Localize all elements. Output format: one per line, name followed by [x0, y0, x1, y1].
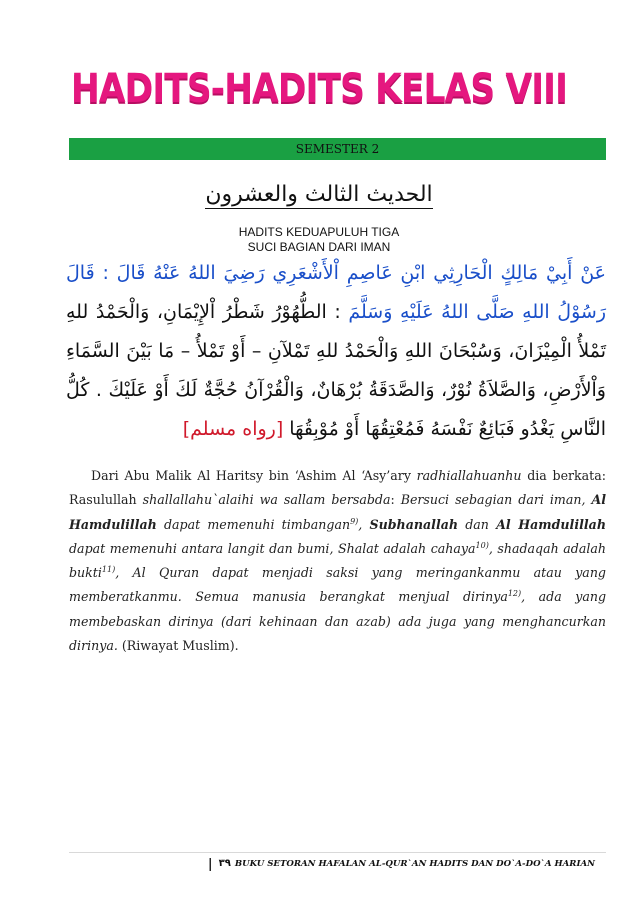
- translation-part: , Al Quran dapat menjadi saksi yang meringankanmu atau yang memberatkanmu. Semua manusia berangkat menjual dirinya: [69, 565, 606, 605]
- banner-title: HADITS-HADITS KELAS VIII: [70, 66, 568, 112]
- translation-part: dan: [458, 516, 497, 532]
- translation-part: dapat memenuhi timbangan: [156, 516, 351, 532]
- footnote-ref: 11): [101, 565, 116, 574]
- translation-part: Al Hamdulillah: [496, 516, 607, 532]
- footnote-ref: 10): [475, 540, 489, 550]
- translation-part: (Riwayat Muslim).: [117, 638, 239, 654]
- translation-part: Bersuci sebagian dari iman,: [400, 492, 592, 508]
- page-footer: [0, 857, 595, 872]
- semester-bar: SEMESTER 2: [69, 138, 606, 160]
- arabic-heading-text: الحديث الثالث والعشرون: [205, 182, 433, 207]
- page-number: ٣٩: [218, 858, 231, 869]
- footer-divider: [69, 852, 606, 853]
- translation-part: dia berkata: Rasulullah: [69, 468, 606, 508]
- arabic-narrator-chain: عَنْ أَبِيْ مَالِكٍ الْحَارِثِي ابْنِ عَاصِمِ اْلأَشْعَرِي رَضِيَ اللهُ عَنْهُ قَالَ : قَالَ رَسُوْلُ اللهِ صَلَّى اللهُ عَلَيْهِ وَسَلَّمَ: [66, 262, 606, 323]
- footnote-ref: 9): [350, 516, 359, 526]
- translation-part: , shadaqah adalah bukti: [69, 540, 606, 581]
- footer-text: BUKU SETORAN HAFALAN AL-QUR`AN HADITS DAN DO`A-DO`A HARIAN: [234, 859, 595, 869]
- footnote-ref: 12): [507, 589, 522, 599]
- subtitle-hadith-number: HADITS KEDUAPULUH TIGA: [238, 225, 400, 239]
- arabic-hadith-body: : الطُّهُوْرُ شَطْرُ اْلإِيْمَانِ، وَالْحَمْدُ للهِ تَمْلأُ الْمِيْزَانَ، وَسُبْحَانَ اللهِ وَالْحَمْدُ للهِ تَمْلآنِ – أَوْ تَمْلأُ – مَا بَيْنَ السَّمَاءِ وَاْلأَرْضِ، وَالصَّلاَةُ نُوْرٌ، وَالصَّدَقَةُ بُرْهَانٌ، وَالْقُرْآنُ حُجَّةٌ لَكَ أَوْ عَلَيْكَ . كُلُّ النَّاسِ يَغْدُو فَبَائِعٌ نَفْسَهُ فَمُعْتِقُهَا أَوْ مُوْبِقُهَا: [66, 301, 606, 440]
- translation-paragraph: [69, 464, 606, 658]
- translation-part: Dari Abu Malik Al Haritsy bin ‘Ashim Al ‘Asy’ary: [91, 468, 417, 483]
- translation-part: :: [390, 492, 401, 508]
- translation-part: shallallahu`alaihi wa sallam bersabda: [142, 492, 391, 508]
- translation-part: ,: [358, 516, 370, 532]
- footer-separator: |: [207, 857, 213, 872]
- translation-part: dapat memenuhi antara langit dan bumi, Shalat adalah cahaya: [69, 540, 476, 556]
- arabic-heading: [0, 182, 638, 207]
- subtitle-hadith-topic: SUCI BAGIAN DARI IMAN: [247, 240, 391, 254]
- translation-part: Subhanallah: [369, 516, 459, 532]
- arabic-citation: [رواه مسلم]: [182, 418, 284, 440]
- translation-part: Al Hamdulillah: [69, 492, 606, 532]
- translation-part: radhiallahuanhu: [416, 468, 522, 483]
- translation-part: , ada yang membebaskan dirinya (dari kehinaan dan azab) ada juga yang menghancurkan dirinya.: [69, 589, 607, 654]
- arabic-hadith-text: [66, 254, 606, 449]
